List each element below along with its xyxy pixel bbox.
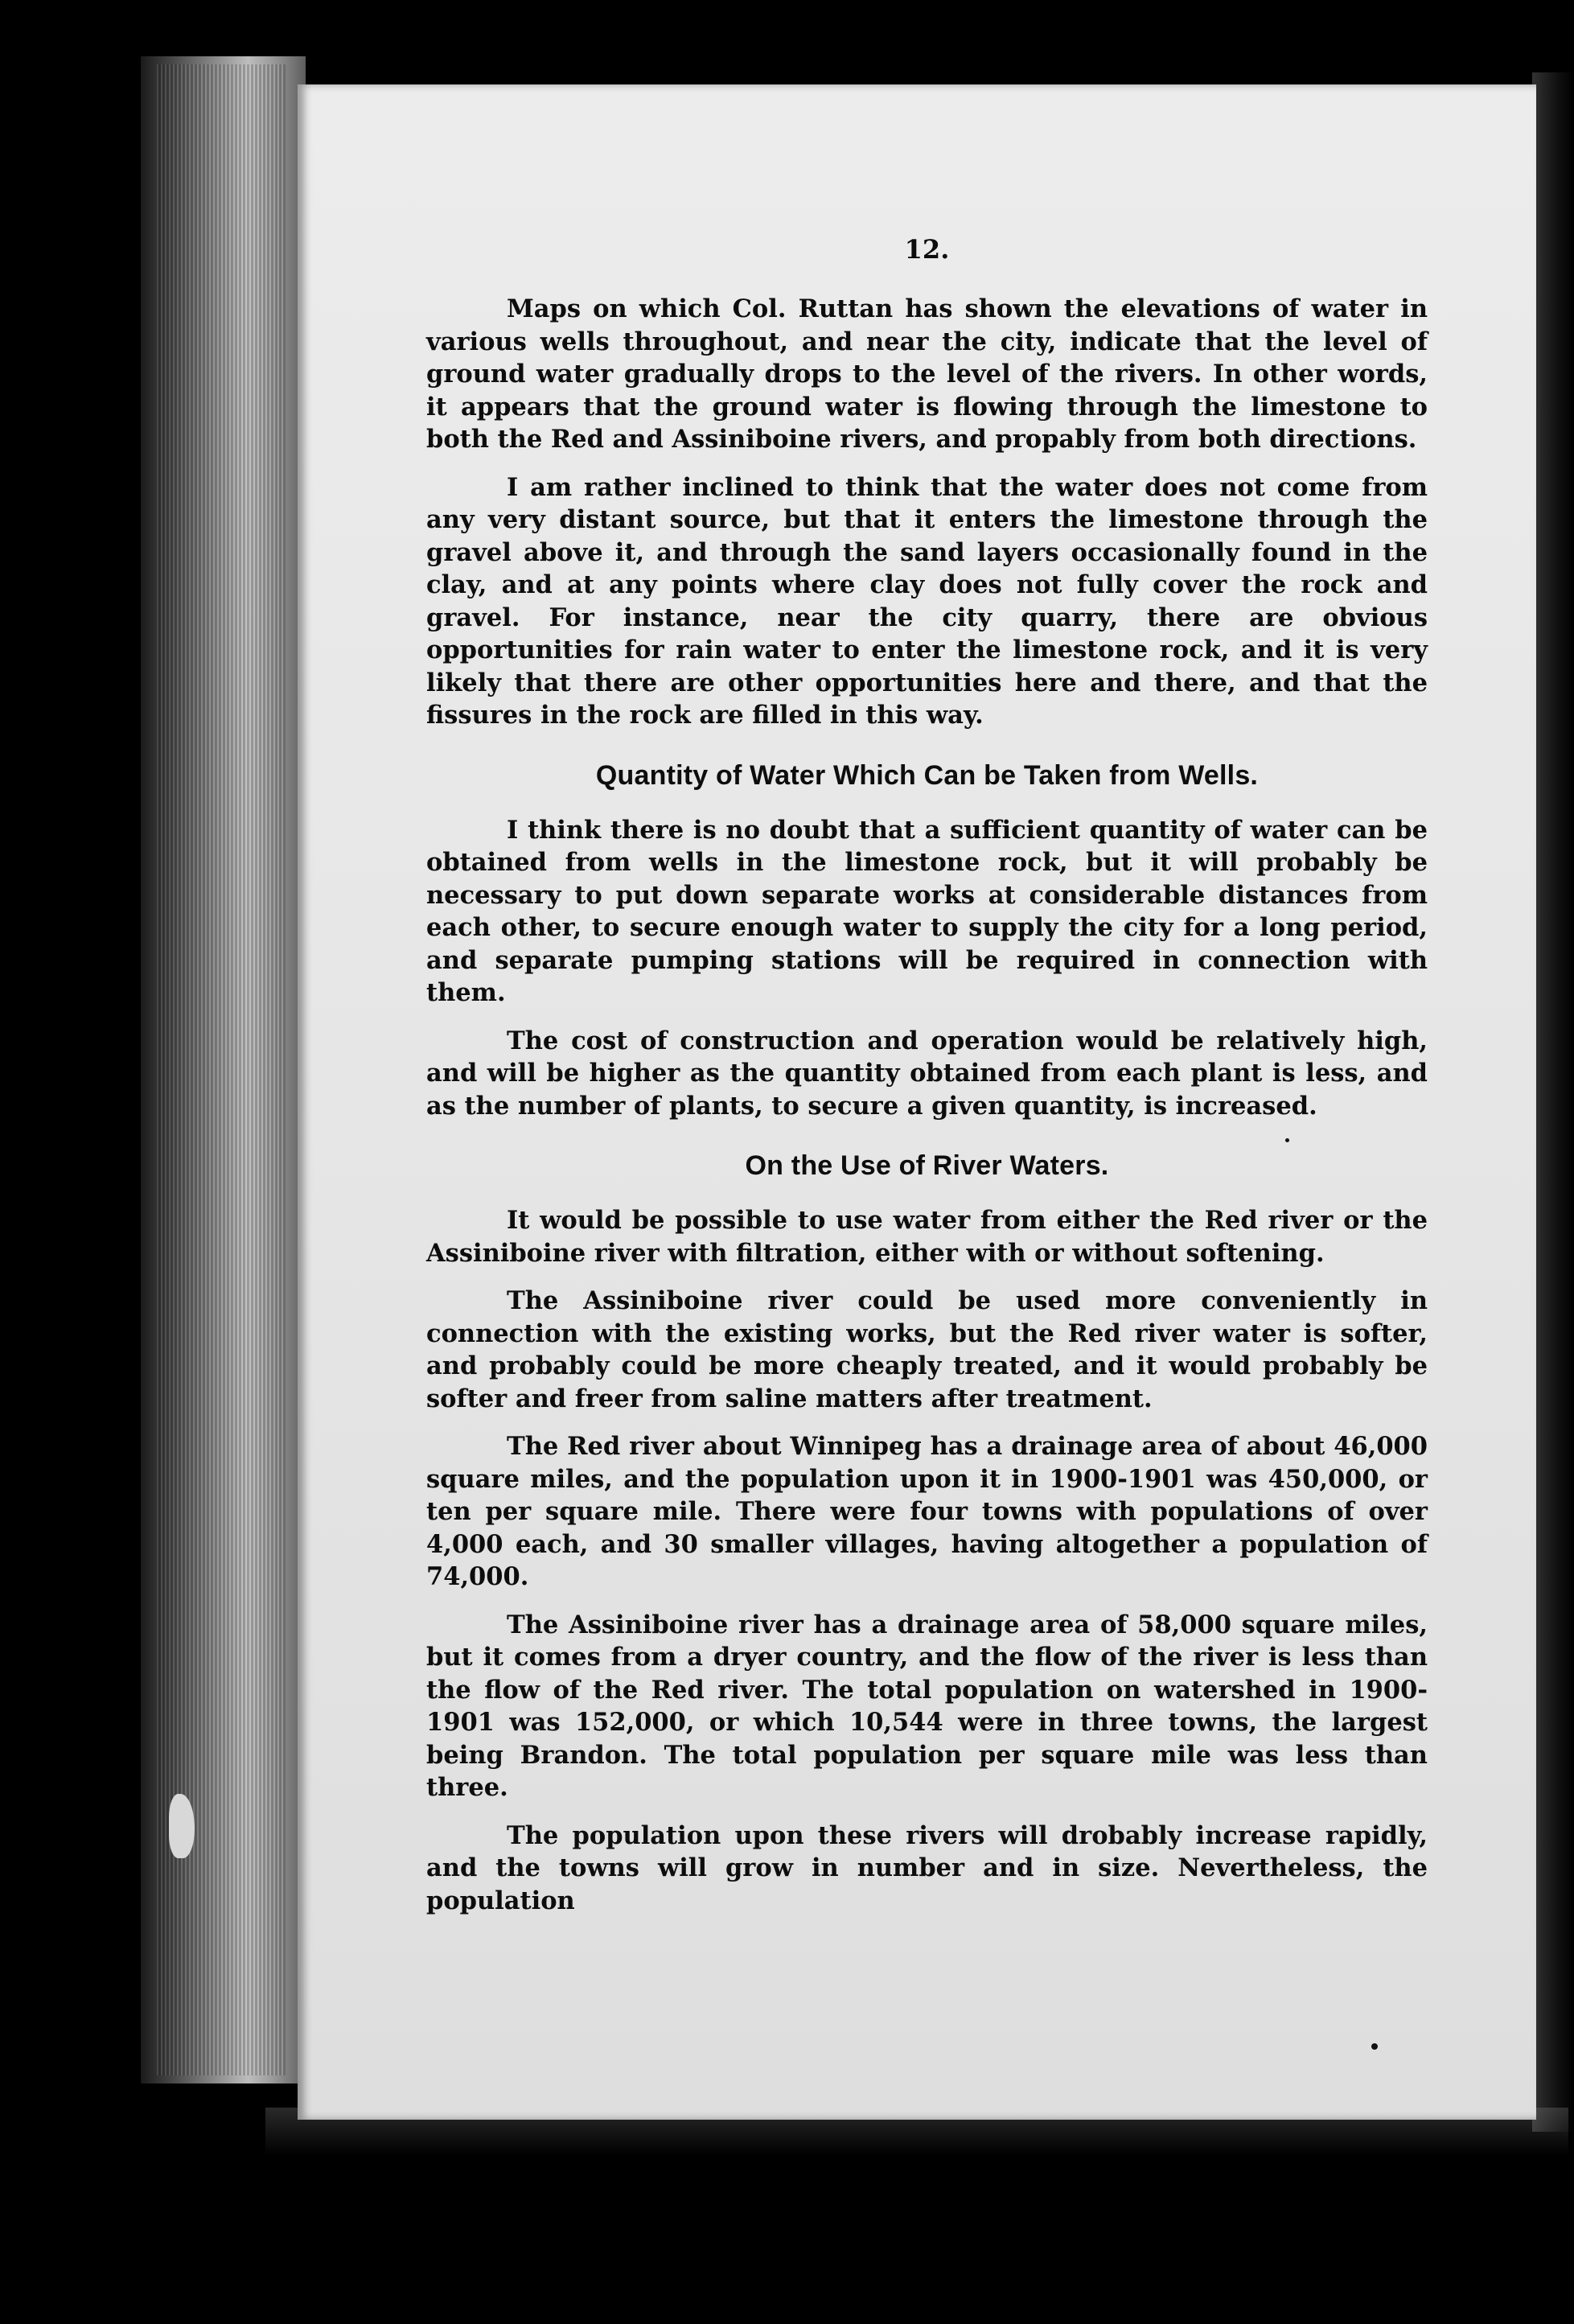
paragraph: The Assiniboine river could be used more conveniently in connection with the existing works, but the Red river water is softer, and probably could be more cheaply treated, and it would probably be softer and freer from saline matters after treatment.: [426, 1286, 1428, 1413]
page-edge-texture: [157, 64, 286, 2075]
paragraph: I am rather inclined to think that the water does not come from any very distant source, but that it enters the limestone through the gravel above it, and through the sand layers occasionally found in the clay, and at any points where clay does not fully cover the rock and gravel. For instance, near the city quarry, there are obvious opportunities for rain water to enter the limestone rock, and it is very likely that there are other opportunities here and there, and that the fissures in the rock are filled in this way.: [426, 472, 1428, 730]
paragraph: It would be possible to use water from either the Red river or the Assiniboine river with filtration, either with or without softening.: [426, 1206, 1428, 1268]
page-number: 12.: [904, 234, 950, 265]
paragraph: The Red river about Winnipeg has a drainage area of about 46,000 square miles, and the population upon it in 1900-1901 was 450,000, or ten per square mile. There were four towns with populations of over 4,000 each, and 30 smaller villages, having altogether a population of 74,000.: [426, 1432, 1428, 1591]
section-heading: Quantity of Water Which Can be Taken from Wells.: [595, 759, 1259, 791]
paragraph: Maps on which Col. Ruttan has shown the elevations of water in various wells throughout, and near the city, indicate that the level of ground water gradually drops to the level of the rivers. In other words, it appears that the ground water is flowing through the limestone to both the Red and Assiniboine rivers, and propably from both directions.: [426, 294, 1428, 454]
section-heading: On the Use of River Waters.: [745, 1150, 1109, 1181]
paragraph: The cost of construction and operation would be relatively high, and will be higher as the quantity obtained from each plant is less, and as the number of plants, to secure a given quantity, is increased.: [426, 1026, 1428, 1121]
paragraph: I think there is no doubt that a sufficient quantity of water can be obtained from wells in the limestone rock, but it will probably be necessary to put down separate works at considerable distances from each other, to secure enough water to supply the city for a long period, and separate pumping stations will be required in connection with them.: [426, 815, 1428, 1007]
binding-shadow: [1532, 72, 1574, 2132]
paragraph: The population upon these rivers will drobably increase rapidly, and the towns will grow in number and in size. Nevertheless, the population: [426, 1820, 1428, 1915]
page-text: [426, 233, 1428, 1932]
paragraph: The Assiniboine river has a drainage area of 58,000 square miles, but it comes from a dryer country, and the flow of the river is less than the flow of the Red river. The total population on watershed in 1900-1901 was 152,000, or which 10,544 were in three towns, the largest being Brandon. The total population per square mile was less than three.: [426, 1610, 1428, 1802]
speck-mark: [1371, 2043, 1378, 2050]
